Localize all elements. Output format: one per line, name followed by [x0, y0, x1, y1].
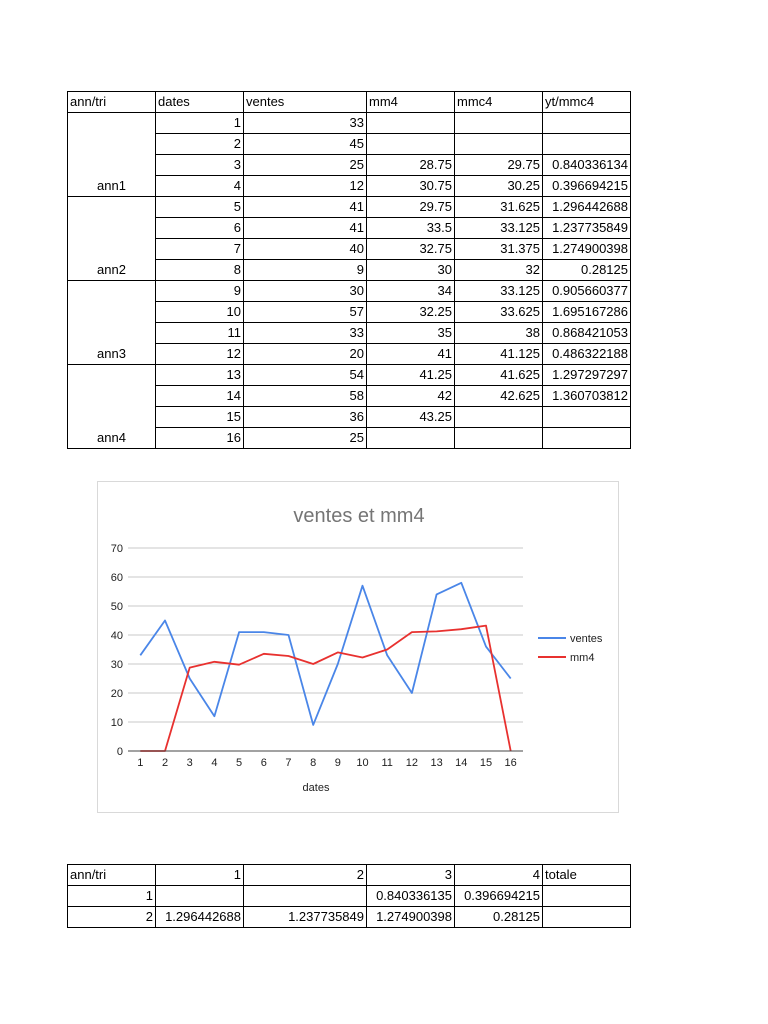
table-cell — [543, 886, 631, 907]
x-tick-label: 11 — [381, 757, 393, 769]
summary-row — [68, 907, 631, 928]
group-label-cell: ann1 — [68, 113, 156, 197]
table-cell: 33.625 — [455, 302, 543, 323]
table-cell: 42 — [367, 386, 455, 407]
table-cell: 13 — [156, 365, 244, 386]
table-cell: 30 — [244, 281, 367, 302]
table-cell: 30.25 — [455, 176, 543, 197]
x-tick-label: 6 — [260, 757, 267, 769]
table-cell: 41.625 — [455, 365, 543, 386]
table-cell: 0.28125 — [455, 907, 543, 928]
table-cell: 38 — [455, 323, 543, 344]
table-cell: 31.625 — [455, 197, 543, 218]
table-cell: 41.125 — [455, 344, 543, 365]
x-tick-label: 3 — [186, 757, 193, 769]
table-cell: 4 — [156, 176, 244, 197]
table-cell — [156, 886, 244, 907]
table-cell: 6 — [156, 218, 244, 239]
table-cell: 40 — [244, 239, 367, 260]
table-cell: 42.625 — [455, 386, 543, 407]
table-cell — [543, 907, 631, 928]
table-cell: 11 — [156, 323, 244, 344]
table-cell: 33.5 — [367, 218, 455, 239]
table-cell: 33 — [244, 323, 367, 344]
table-cell — [455, 428, 543, 449]
table-cell — [543, 134, 631, 155]
chart-title: ventes et mm4 — [293, 505, 425, 527]
table-cell: 30.75 — [367, 176, 455, 197]
table-cell: 57 — [244, 302, 367, 323]
table-cell: 54 — [244, 365, 367, 386]
y-tick-label: 0 — [116, 746, 123, 758]
table-cell: 3 — [156, 155, 244, 176]
table-cell: 2 — [156, 134, 244, 155]
table-cell: 12 — [156, 344, 244, 365]
table-cell — [455, 134, 543, 155]
table-cell: 1.297297297 — [543, 365, 631, 386]
group-label-cell: ann4 — [68, 365, 156, 449]
y-tick-label: 30 — [110, 659, 123, 671]
table-cell — [367, 428, 455, 449]
table-row — [68, 281, 631, 302]
column-header: 1 — [156, 865, 244, 886]
column-header: 3 — [367, 865, 455, 886]
table-cell: 12 — [244, 176, 367, 197]
table-cell: 32 — [455, 260, 543, 281]
sales-table — [67, 91, 631, 449]
summary-row — [68, 886, 631, 907]
table-cell: 41.25 — [367, 365, 455, 386]
y-tick-label: 50 — [110, 601, 123, 613]
table-cell: 1.274900398 — [543, 239, 631, 260]
table-cell: 0.396694215 — [455, 886, 543, 907]
x-tick-label: 7 — [285, 757, 292, 769]
column-header: mm4 — [367, 92, 455, 113]
table-cell: 1.360703812 — [543, 386, 631, 407]
legend-label-ventes: ventes — [570, 633, 603, 645]
table-cell: 32.75 — [367, 239, 455, 260]
legend-label-mm4: mm4 — [570, 652, 595, 664]
table-cell: 41 — [244, 218, 367, 239]
x-tick-label: 16 — [504, 757, 517, 769]
table-cell: 1.296442688 — [156, 907, 244, 928]
table-cell: 10 — [156, 302, 244, 323]
x-tick-label: 15 — [479, 757, 493, 769]
x-tick-label: 13 — [430, 757, 443, 769]
column-header: dates — [156, 92, 244, 113]
table-cell: 9 — [156, 281, 244, 302]
table-cell: 9 — [244, 260, 367, 281]
x-tick-label: 9 — [334, 757, 341, 769]
table-cell: 33.125 — [455, 281, 543, 302]
summary-table — [67, 864, 631, 928]
table-cell — [367, 113, 455, 134]
table-cell: 41 — [367, 344, 455, 365]
table-cell: 16 — [156, 428, 244, 449]
column-header: yt/mmc4 — [543, 92, 631, 113]
table-cell: 0.840336134 — [543, 155, 631, 176]
y-tick-label: 20 — [110, 688, 123, 700]
table-row — [68, 365, 631, 386]
x-axis-title: dates — [302, 782, 330, 794]
table-cell: 28.75 — [367, 155, 455, 176]
column-header: 2 — [244, 865, 367, 886]
table-cell: 31.375 — [455, 239, 543, 260]
table-cell: 7 — [156, 239, 244, 260]
y-tick-label: 40 — [110, 630, 123, 642]
table-cell: 36 — [244, 407, 367, 428]
table-cell: 25 — [244, 428, 367, 449]
group-label-cell: ann3 — [68, 281, 156, 365]
x-tick-label: 10 — [356, 757, 369, 769]
table-cell: 45 — [244, 134, 367, 155]
table-cell: 43.25 — [367, 407, 455, 428]
table-cell: 8 — [156, 260, 244, 281]
table-cell: 1 — [68, 886, 156, 907]
x-tick-label: 8 — [310, 757, 317, 769]
table-cell — [367, 134, 455, 155]
column-header: ventes — [244, 92, 367, 113]
table-cell: 32.25 — [367, 302, 455, 323]
table-cell: 29.75 — [367, 197, 455, 218]
table-cell: 58 — [244, 386, 367, 407]
table-cell: 2 — [68, 907, 156, 928]
table-cell: 1.237735849 — [543, 218, 631, 239]
table-cell — [455, 113, 543, 134]
table-cell: 1.237735849 — [244, 907, 367, 928]
table-cell: 0.868421053 — [543, 323, 631, 344]
table-cell: 33.125 — [455, 218, 543, 239]
y-tick-label: 70 — [110, 543, 123, 555]
table-cell: 1.274900398 — [367, 907, 455, 928]
table-cell: 34 — [367, 281, 455, 302]
column-header: totale — [543, 865, 631, 886]
x-tick-label: 1 — [137, 757, 144, 769]
x-tick-label: 5 — [236, 757, 243, 769]
column-header: mmc4 — [455, 92, 543, 113]
table-cell: 20 — [244, 344, 367, 365]
x-tick-label: 12 — [405, 757, 419, 769]
chart-frame — [97, 481, 619, 813]
summary-header-row — [68, 865, 631, 886]
table-row — [68, 113, 631, 134]
x-tick-label: 14 — [455, 757, 468, 769]
table-cell: 30 — [367, 260, 455, 281]
table-row — [68, 197, 631, 218]
table-cell: 1.695167286 — [543, 302, 631, 323]
y-tick-label: 10 — [110, 717, 123, 729]
table-cell: 1 — [156, 113, 244, 134]
table-cell — [455, 407, 543, 428]
table-cell: 25 — [244, 155, 367, 176]
table-cell: 0.905660377 — [543, 281, 631, 302]
table-cell — [543, 113, 631, 134]
header-row — [68, 92, 631, 113]
series-line-ventes — [140, 583, 510, 725]
column-header: ann/tri — [68, 92, 156, 113]
table-cell: 14 — [156, 386, 244, 407]
table-cell: 0.28125 — [543, 260, 631, 281]
table-cell: 0.840336135 — [367, 886, 455, 907]
table-cell — [244, 886, 367, 907]
table-cell: 35 — [367, 323, 455, 344]
table-cell: 33 — [244, 113, 367, 134]
table-cell: 15 — [156, 407, 244, 428]
table-cell: 41 — [244, 197, 367, 218]
group-label-cell: ann2 — [68, 197, 156, 281]
column-header: ann/tri — [68, 865, 156, 886]
table-cell: 1.296442688 — [543, 197, 631, 218]
table-cell: 0.396694215 — [543, 176, 631, 197]
table-cell — [543, 407, 631, 428]
line-chart — [98, 482, 620, 814]
column-header: 4 — [455, 865, 543, 886]
y-tick-label: 60 — [110, 572, 123, 584]
x-tick-label: 2 — [161, 757, 169, 769]
x-tick-label: 4 — [211, 757, 218, 769]
table-cell: 5 — [156, 197, 244, 218]
table-cell: 0.486322188 — [543, 344, 631, 365]
table-cell — [543, 428, 631, 449]
table-cell: 29.75 — [455, 155, 543, 176]
